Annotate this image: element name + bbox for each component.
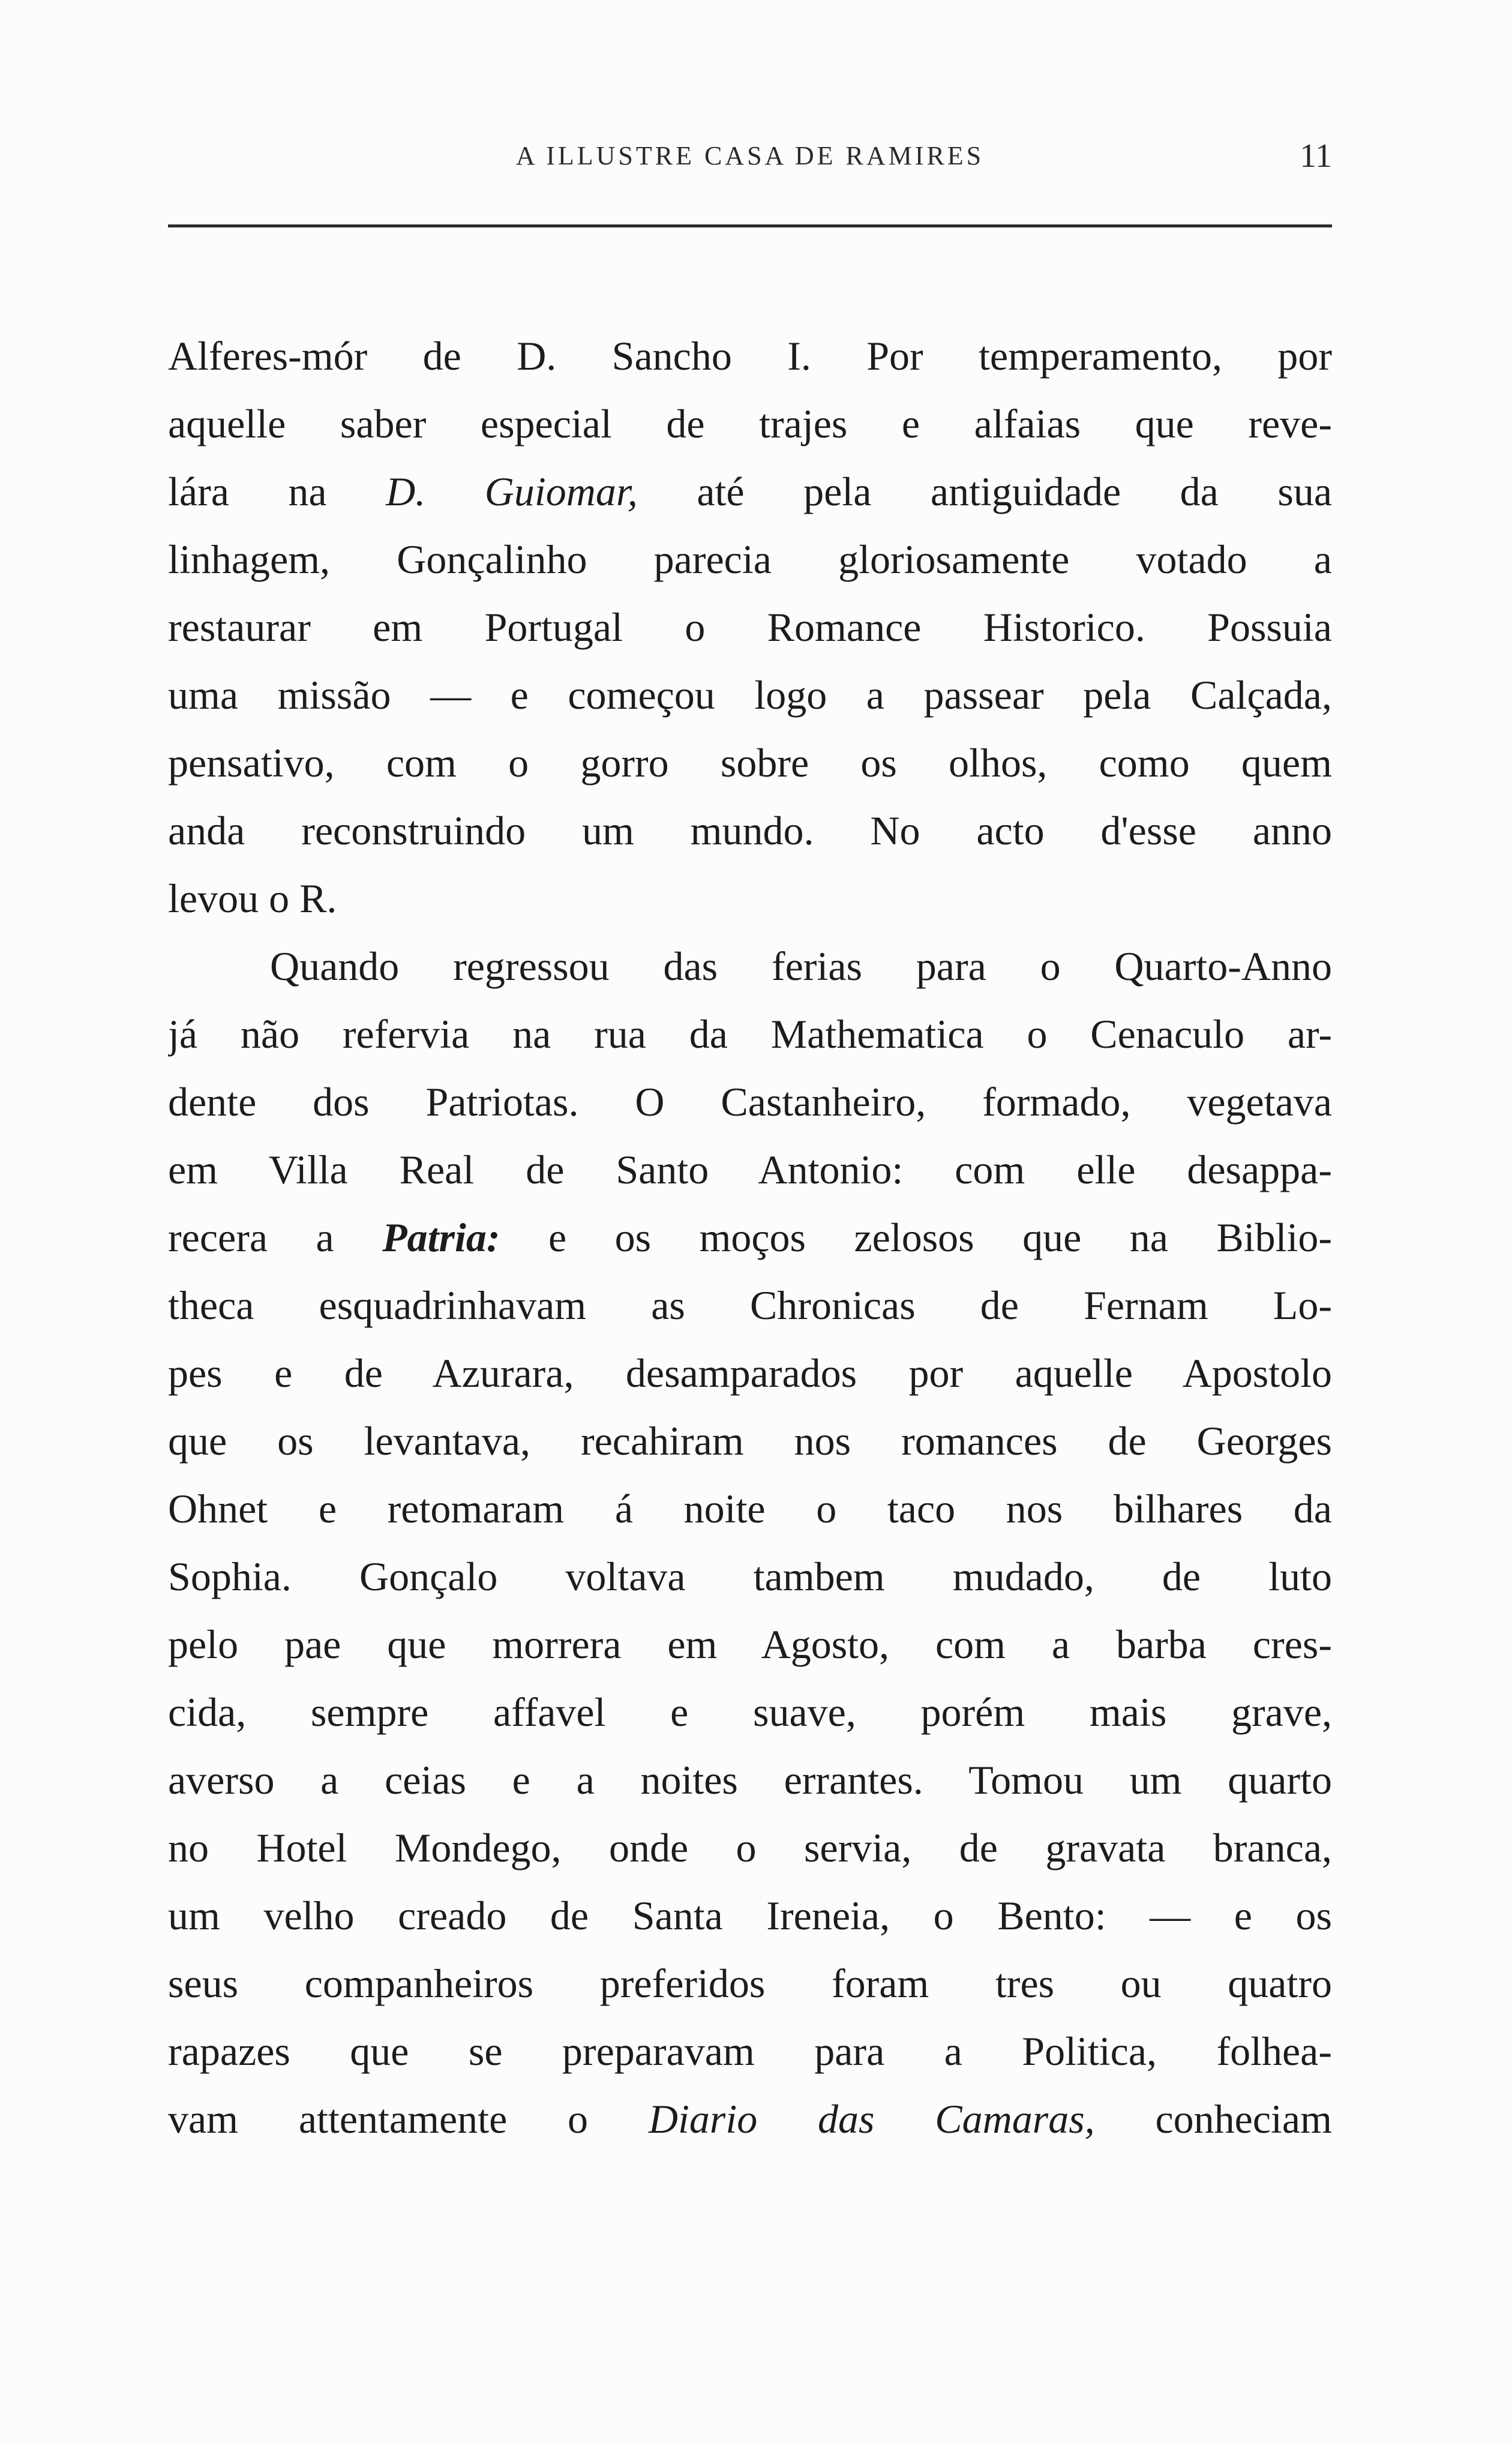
text-line: Ohnet e retomaram á noite o taco nos bilhares da: [168, 1486, 1332, 1531]
text-line: restaurar em Portugal o Romance Historico. Possuia: [168, 604, 1332, 650]
text-line: seus companheiros preferidos foram tres ou quatro: [168, 1961, 1332, 2006]
text-line: pes e de Azurara, desamparados por aquelle Apostolo: [168, 1350, 1332, 1396]
text-line: [168, 458, 1332, 526]
text-run: conheciam: [1094, 2096, 1332, 2142]
text-line: pensativo, com o gorro sobre os olhos, como quem: [168, 740, 1332, 786]
bold-italic-title: Patria:: [382, 1215, 500, 1260]
text-line: que os levantava, recahiram nos romances de Georges: [168, 1418, 1332, 1464]
running-title: A ILLUSTRE CASA DE RAMIRES: [515, 141, 985, 170]
text-line: uma missão — e começou logo a passear pela Calçada,: [168, 672, 1332, 718]
text-line: theca esquadrinhavam as Chronicas de Fernam Lo-: [168, 1282, 1332, 1328]
text-run: lára na: [168, 469, 386, 514]
body-text: [168, 322, 1332, 2153]
text-line: pelo pae que morrera em Agosto, com a barba cres-: [168, 1621, 1332, 1667]
text-line: dente dos Patriotas. O Castanheiro, formado, vegetava: [168, 1079, 1332, 1125]
text-run: e os moços zelosos que na Biblio-: [500, 1215, 1332, 1260]
text-line: anda reconstruindo um mundo. No acto d'esse anno: [168, 808, 1332, 853]
page-header: [168, 135, 1332, 177]
text-run: vam attentamente o: [168, 2096, 649, 2142]
text-line: um velho creado de Santa Ireneia, o Bento: — e os: [168, 1893, 1332, 1938]
text-line: [168, 2085, 1332, 2153]
text-line: cida, sempre affavel e suave, porém mais grave,: [168, 1689, 1332, 1735]
italic-title: D. Guiomar,: [386, 469, 638, 514]
text-line: linhagem, Gonçalinho parecia gloriosamente votado a: [168, 536, 1332, 582]
text-line: Alferes-mór de D. Sancho I. Por temperamento, por: [168, 333, 1332, 379]
text-run: até pela antiguidade da sua: [637, 469, 1332, 514]
text-line: [168, 1204, 1332, 1272]
text-line: Sophia. Gonçalo voltava tambem mudado, de luto: [168, 1554, 1332, 1599]
paragraph-first-line: Quando regressou das ferias para o Quarto-Anno: [270, 943, 1332, 989]
text-line: no Hotel Mondego, onde o servia, de gravata branca,: [168, 1825, 1332, 1871]
text-line: já não refervia na rua da Mathematica o Cenaculo ar-: [168, 1011, 1332, 1057]
text-line: aquelle saber especial de trajes e alfaias que reve-: [168, 401, 1332, 446]
text-run: recera a: [168, 1215, 383, 1260]
text-line: levou o R.: [168, 876, 337, 921]
text-line: averso a ceias e a noites errantes. Tomou um quarto: [168, 1757, 1332, 1803]
text-line: rapazes que se preparavam para a Politica, folhea-: [168, 2028, 1332, 2074]
italic-title: Diario das Camaras,: [648, 2096, 1095, 2142]
header-rule: [168, 224, 1332, 227]
page-number: 11: [1300, 137, 1332, 175]
text-line: em Villa Real de Santo Antonio: com elle desappa-: [168, 1147, 1332, 1192]
